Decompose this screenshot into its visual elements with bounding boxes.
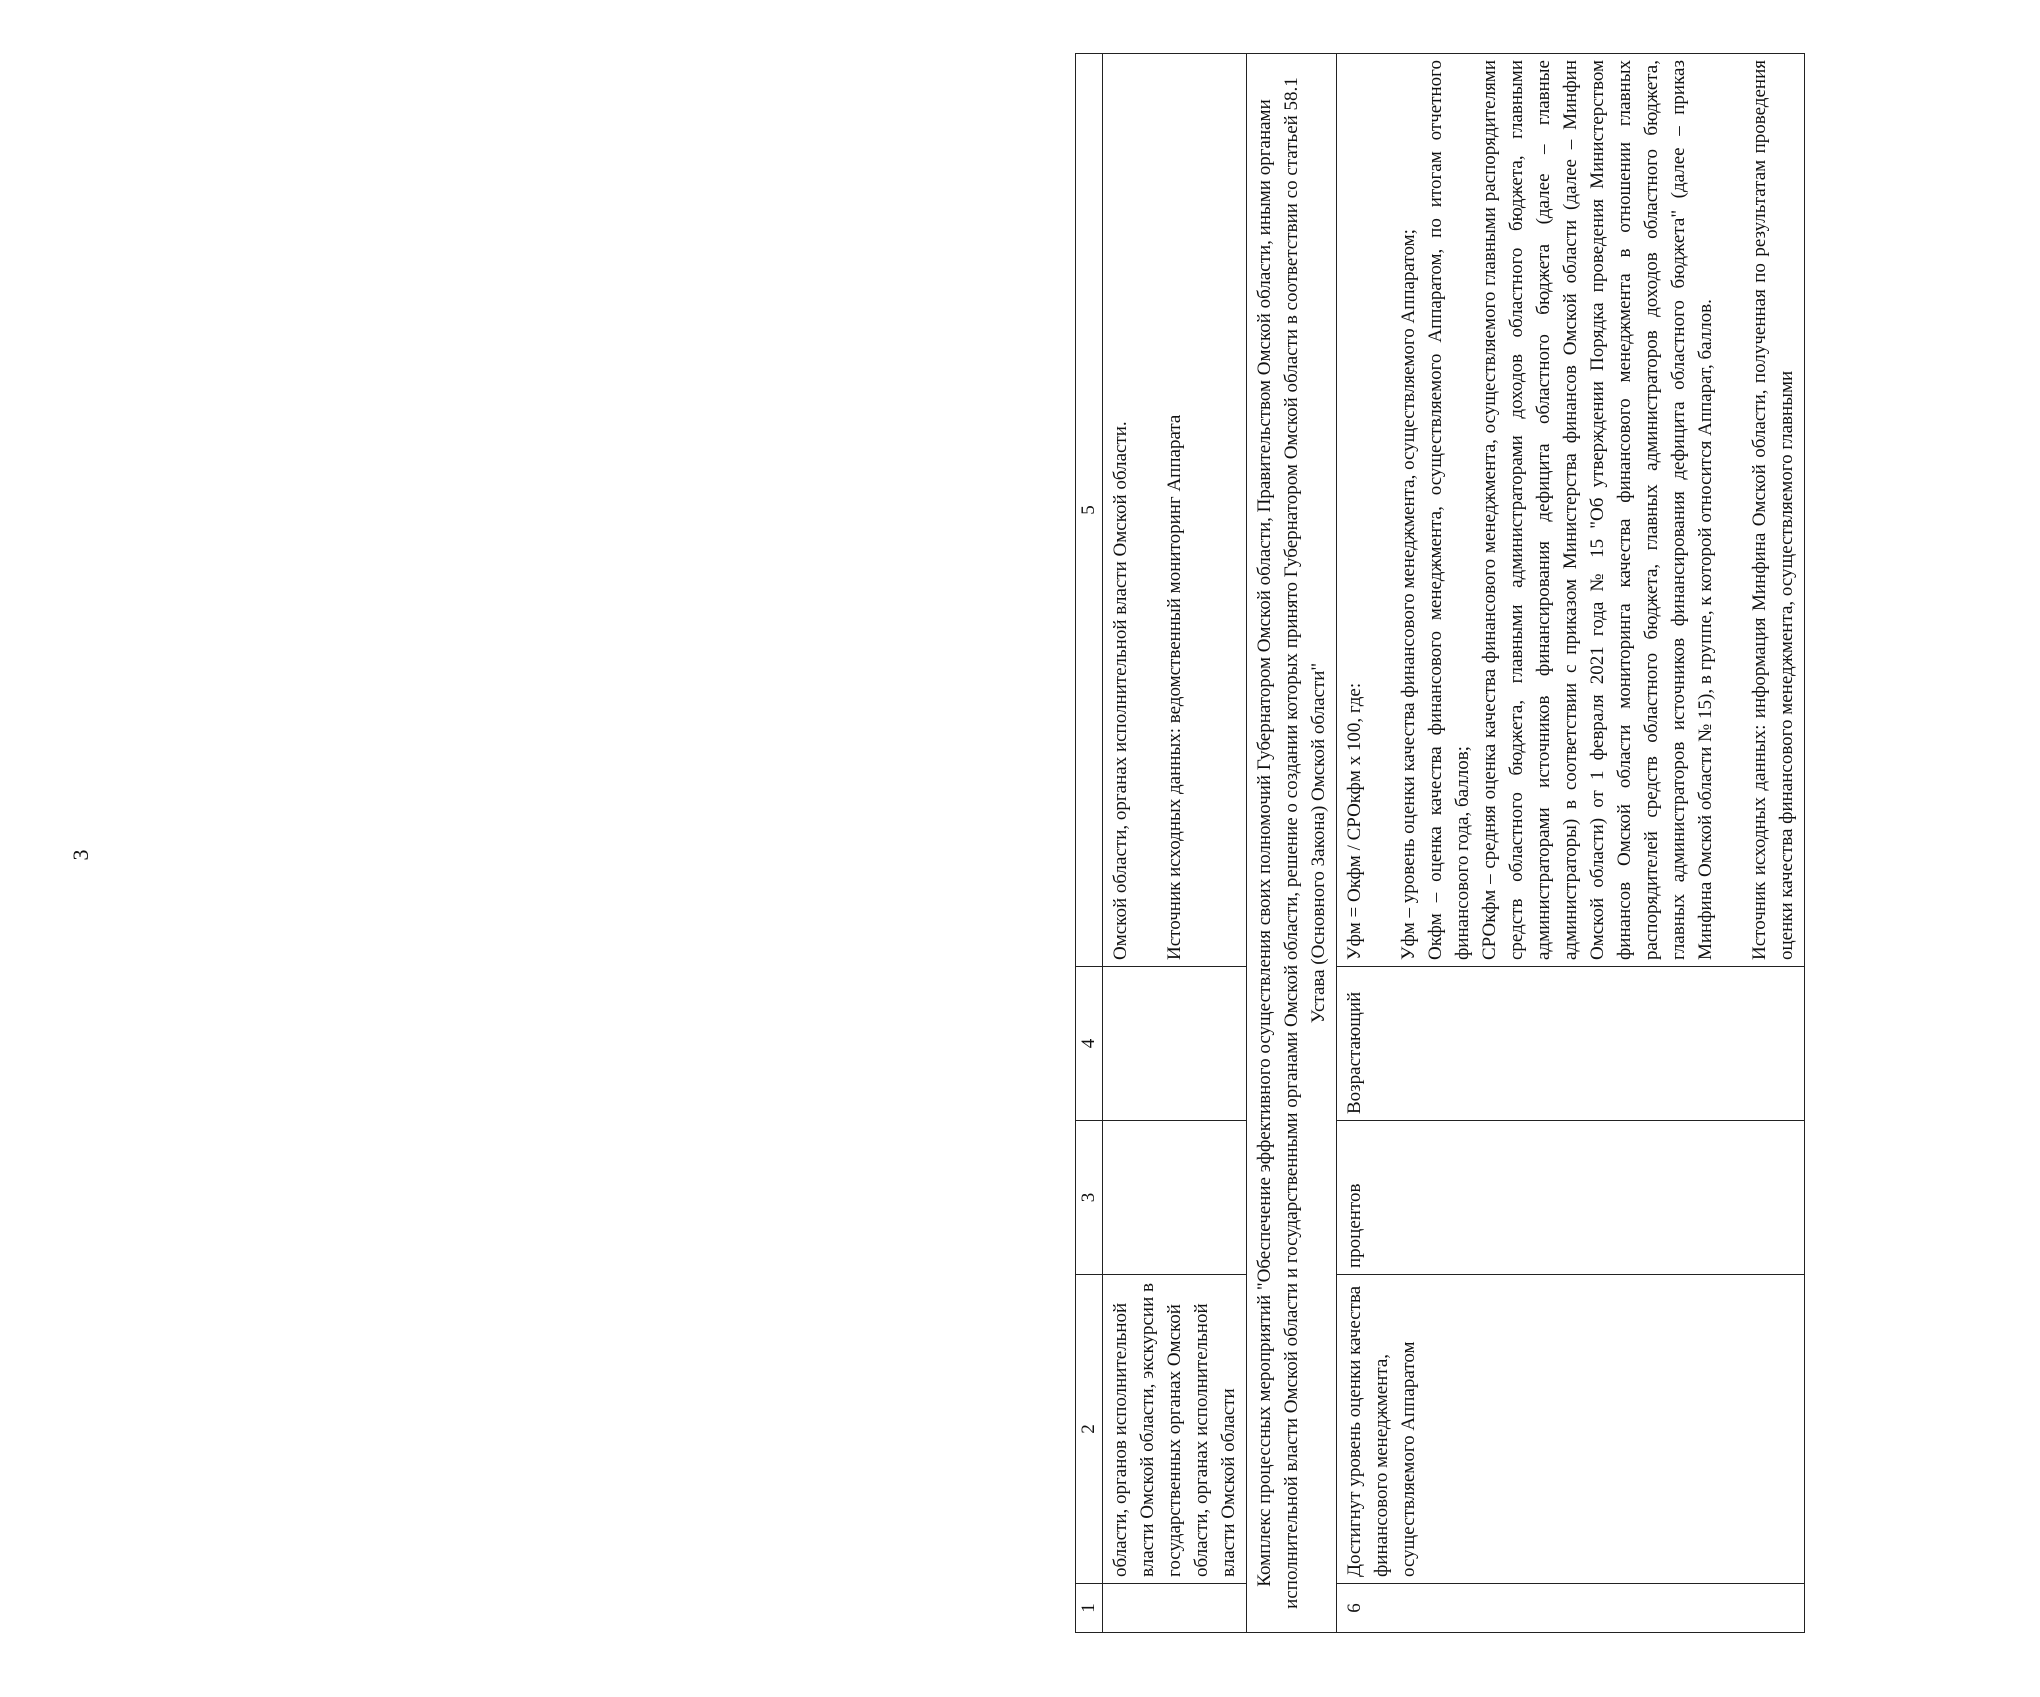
cell-unit — [1103, 1121, 1247, 1275]
method-text: Омской области, органах исполнительной власти Омской области. — [1110, 421, 1131, 960]
header-col-1: 1 — [1076, 1584, 1103, 1633]
cell-trend: Возрастающий — [1337, 967, 1805, 1121]
header-col-4: 4 — [1076, 967, 1103, 1121]
page-number: 3 — [68, 849, 93, 861]
cell-method — [1337, 54, 1805, 967]
indicators-table — [1075, 53, 1805, 1633]
cell-indicator: Достигнут уровень оценки качества финансового менеджмента, осуществляемого Аппаратом — [1337, 1275, 1805, 1584]
table-row-6 — [1337, 54, 1805, 1633]
cell-number — [1103, 1584, 1247, 1633]
header-row — [1076, 54, 1103, 1633]
definition-ufm: Уфм – уровень оценки качества финансового менеджмента, осуществляемого Аппаратом; — [1398, 229, 1419, 960]
source-text: Источник исходных данных: ведомственный мониторинг Аппарата — [1164, 414, 1185, 960]
header-col-2: 2 — [1076, 1275, 1103, 1584]
cell-indicator: области, органов исполнительной власти Омской области, экскурсии в государственных органах Омской области, органах исполнительной власти Омской области — [1103, 1275, 1247, 1584]
cell-number: 6 — [1337, 1584, 1805, 1633]
source-text: Источник исходных данных: информация Минфина Омской области, полученная по результатам проведения оценки качества финансового менеджмента, осуществляемого главными — [1749, 60, 1797, 960]
header-col-3: 3 — [1076, 1121, 1103, 1275]
section-heading: Комплекс процессных мероприятий "Обеспечение эффективного осуществления своих полномочий Губернатором Омской области, Правительством Омской области, иными органами исполнительной власти Омской области и государственными органами Омской области, решение о создании которых принято Губернатором Омской области в соответствии со статьей 58.1 Устава (Основного Закона) Омской области" — [1247, 54, 1337, 1633]
cell-method — [1103, 54, 1247, 967]
cell-unit: процентов — [1337, 1121, 1805, 1275]
definition-srokfm: СРОкфм – средняя оценка качества финансового менеджмента, осуществляемого главными распорядителями средств областного бюджета, главными администраторами доходов областного бюджета, главными администраторами источников финансирования дефицита областного бюджета (далее – главные администраторы) в соответствии с приказом Министерства финансов Омской области (далее – Минфин Омской области) от 1 февраля 2021 года № 15 "Об утверждении Порядка проведения Министерством финансов Омской области мониторинга качества финансового менеджмента в отношении главных распорядителей средств областного бюджета, главных администраторов доходов областного бюджета, главных администраторов источников финансирования дефицита областного бюджета" (далее – приказ Минфина Омской области № 15), в группе, к которой относится Аппарат, баллов. — [1479, 60, 1716, 960]
table-row-continued — [1103, 54, 1247, 1633]
section-heading-row — [1247, 54, 1337, 1633]
cell-trend — [1103, 967, 1247, 1121]
rotated-table-container — [1075, 53, 2040, 1633]
definition-okfm: Окфм – оценка качества финансового менеджмента, осуществляемого Аппаратом, по итогам отчетного финансового года, баллов; — [1425, 60, 1473, 960]
header-col-5: 5 — [1076, 54, 1103, 967]
formula-text: Уфм = Окфм / СРОкфм х 100, где: — [1344, 682, 1365, 960]
